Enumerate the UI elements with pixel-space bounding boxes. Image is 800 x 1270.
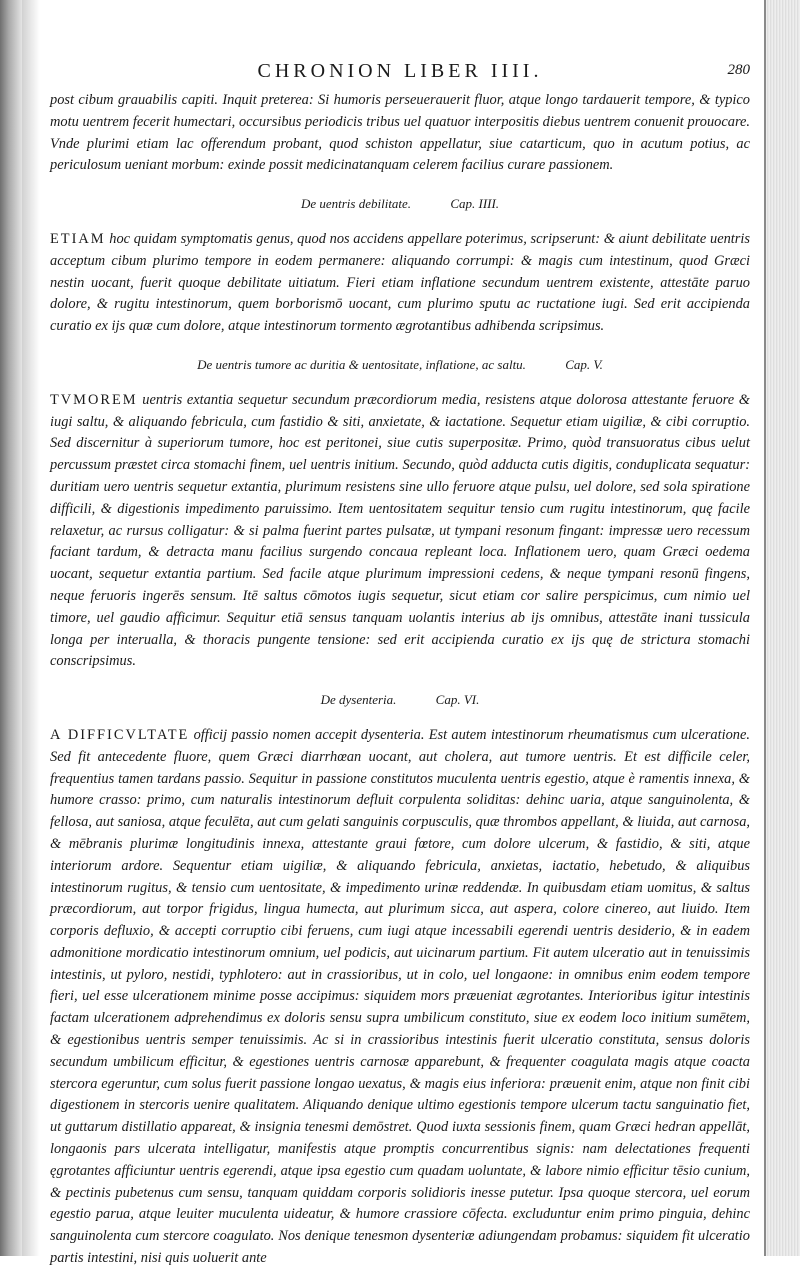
chapter-number: Cap. VI. <box>435 692 480 708</box>
book-page <box>50 60 750 1267</box>
paragraph-text: hoc quidam symptomatis genus, quod nos accidens appellare poterimus, scripserunt: & aiunt debilitate uentris acceptum cibum plurimo tempore in eodem permanere: aliquando corrumpi: & magis cum intestinum, quod Græci nestin uocant, fuerit quoque debilitate uitiatum. Fieri etiam inflatione secundum uentrem existente, attestāte paruo dolore, & rugitu intestinorum, quem borborismō uocant, cum plurimo sputu ac ructatione iugi. Sed erit accipienda curatio ex ijs quæ cum dolore, atque intestinorum tormento ægrotantibus adhibenda scripsimus. <box>50 230 750 335</box>
page-edges <box>764 0 800 1256</box>
lead-word: A DIFFICVLTATE <box>50 726 190 743</box>
chapter-title: De uentris tumore ac duritia & uentositate, inflatione, ac saltu. <box>197 356 526 372</box>
lead-word: TVMOREM <box>50 391 138 408</box>
paragraph-continued <box>50 90 750 177</box>
gutter-shadow <box>22 0 40 1256</box>
paragraph-text: officij passio nomen accepit dysenteria. Est autem intestinorum rheumatismus cum ulceratione. Sed fit antecedente fluore, quem Græci diarrhœan uocant, aut cholera, aut tumore uentris. Et est difficile celer, frequentius tamen tardans passio. Sequitur in passione constitutos muculenta uentris egestio, atque è ramentis innexa, & humore crasso: primo, cum naturalis intestinorum defluit corpulenta soliditas: dehinc uaria, atque sanguinolenta, & fellosa, aut saniosa, atque feculēta, aut cum gelati sanguinis corpusculis, quæ thrombos appellant, & liuida, aut carnosa, & mēbranis plurimæ longitudinis innexa, attestante graui fœtore, cum dolore ulcerum, & fastidio, & siti, atque interiorum ardore. Sequentur etiam uigiliæ, & aliquando febricula, anxietas, iactatio, hebetudo, & aliquibus intestinorum rugitus, & tensio cum uentositate, & impedimento urinæ reddendæ. In quibusdam etiam uomitus, & saltus præcordiorum, aut torpor frigidus, lingua humecta, aut plurimum sicca, aut aspera, colore cinereo, aut liuido. Item corporis defluxio, & accepti corruptio cibi feruens, cum iugi atque incessabili egerendi uentris desiderio, & in eadem admonitione mordicatio intestinorum omnium, uel podicis, aut uicinarum partium. Fit autem ulceratio aut in tenuissimis intestinis, ut pyloro, nestidi, typhlotero: aut in crassioribus, ut in colo, uel longaone: in omnibus enim eodem tempore fieri, uel esse ulcerationem minime posse accipimus: siquidem mors præueniat ægrotantes. Interioribus igitur intestinis factam ulcerationem adprehendimus ex doloris sensu supra umbilicum constituto, siue ex eodem loco initium sumētem, & egestionibus uentris semper tenuissimis. Ac si in crassioribus intestinis fuerit ulceratio constituta, sensus doloris secundum umbilicum efficitur, & egestiones uentris carnosæ apparebunt, & frequenter coagulata magis atque coacta stercora egeruntur, cum solus fuerit passione longao uexatus, & magis eius inferiora: præuenit enim, atque non finit cibi digestionem in stercoris uenire qualitatem. Aliquando denique ultimo egestionis tempore ulcerum tactu sanguinatio fiet, ut guttarum distillatio appareat, & insignia tenesmi demōstret. Quod iuxta sessionis finem, quam Græci hedran appellāt, longaonis pars ulcerata intelligatur, manifestis atque promptis concurrentibus signis: nam delectationes frequenti ęgrotantes afficiuntur uentris egerendi, atque ipsa egestio cum quadam uoluntate, & labore nimio efficitur tēsio cunium, & pectinis pubetenus cum sensu, tanquam quiddam corporis solidioris inesse putetur. Ipsa quoque stercora, uel eorum egestio parua, atque leuiter muculenta uideatur, & humore crassiore cōfecta. excluduntur enim primo pinguia, dehinc sanguinolenta cum stercore coagulato. Nos denique tenesmon dysenteriæ adiungendam probamus: siquidem fit ulceratio partis intestini, nisi quis uoluerit ante <box>50 726 750 1267</box>
running-head <box>50 60 750 86</box>
chapter-title: De dysenteria. <box>320 692 397 708</box>
paragraph-chapter-5 <box>50 390 750 673</box>
paragraph-text: post cibum grauabilis capiti. Inquit preterea: Si humoris perseuerauerit fluor, atque longo tardauerit tempore, & typico motu uentrem fecerit humectari, occursibus periodicis tribus uel quatuor interpositis diebus uentrem conuenit prouocare. Vnde plurimi etiam lac offerendum probant, quod schiston appellatur, siue catarticum, quo in acutum potius, ac periculosum ueniant morbum: exinde possit medicinatanquam celerem facilius curare passionem. <box>50 92 750 174</box>
chapter-heading-5 <box>50 354 750 376</box>
chapter-title: De uentris debilitate. <box>300 196 412 212</box>
chapter-heading-6 <box>50 689 750 711</box>
lead-word: ETIAM <box>50 230 106 247</box>
text-block <box>50 90 750 1270</box>
page-title: CHRONION LIBER IIII. <box>257 60 543 82</box>
paragraph-chapter-6 <box>50 725 750 1270</box>
chapter-heading-4 <box>50 193 750 215</box>
paragraph-text: uentris extantia sequetur secundum præcordiorum media, resistens atque dolorosa attestante feruore & iugi saltu, & aliquando febricula, cum fastidio & siti, anxietate, & iactatione. Sequetur etiam uigiliæ, & cibi corruptio. Sed discernitur à superiorum tumore, hoc est peritonei, siue cutis superpositæ. Primo, quòd transuoratus cibus uelut percussum præstet circa stomachi finem, uel uentris initium. Secundo, quòd adducta cutis digitis, conduplicata sequatur: duritiam uero uentris sequetur extantia, plurimum resistens sine ullo feruore atque pulsu, uel dolore, sed sola spiratione difficili, & digestionis impedimento paruissimo. Item uentositatem sequitur tensio cum rugitu intestinorum, quę facile relaxetur, ac rursus colligatur: & si palma fuerint partes pulsatæ, ut tympani resonum fingant: impressæ uero recessum faciant tardum, & detracta manu facilius surgendo concaua repleant loca. Inflationem uero, quam Græci oedema uocant, sequetur extantia partium. Sed facile atque plurimum impressioni cedens, & neque tympani resonū fingens, neque feruoris ingerēs sensum. Itē saltus cōmotos iugis sequetur, sicut etiam cor salire perspicimus, cum nimio uel timore, uel gaudio afficimur. Sequitur etiā sensus tanquam uolantis interius ab ijs omnibus, attestāte inani tussicula longa per interualla, & thoracis pungente tensione: sed erit accipienda curatio ex ijs quę de strictura stomachi conscripsimus. <box>50 391 750 670</box>
book-binding-left <box>0 0 22 1256</box>
chapter-number: Cap. IIII. <box>450 196 500 212</box>
paragraph-chapter-4 <box>50 229 750 338</box>
chapter-number: Cap. V. <box>565 356 603 372</box>
page-number: 280 <box>727 62 750 78</box>
